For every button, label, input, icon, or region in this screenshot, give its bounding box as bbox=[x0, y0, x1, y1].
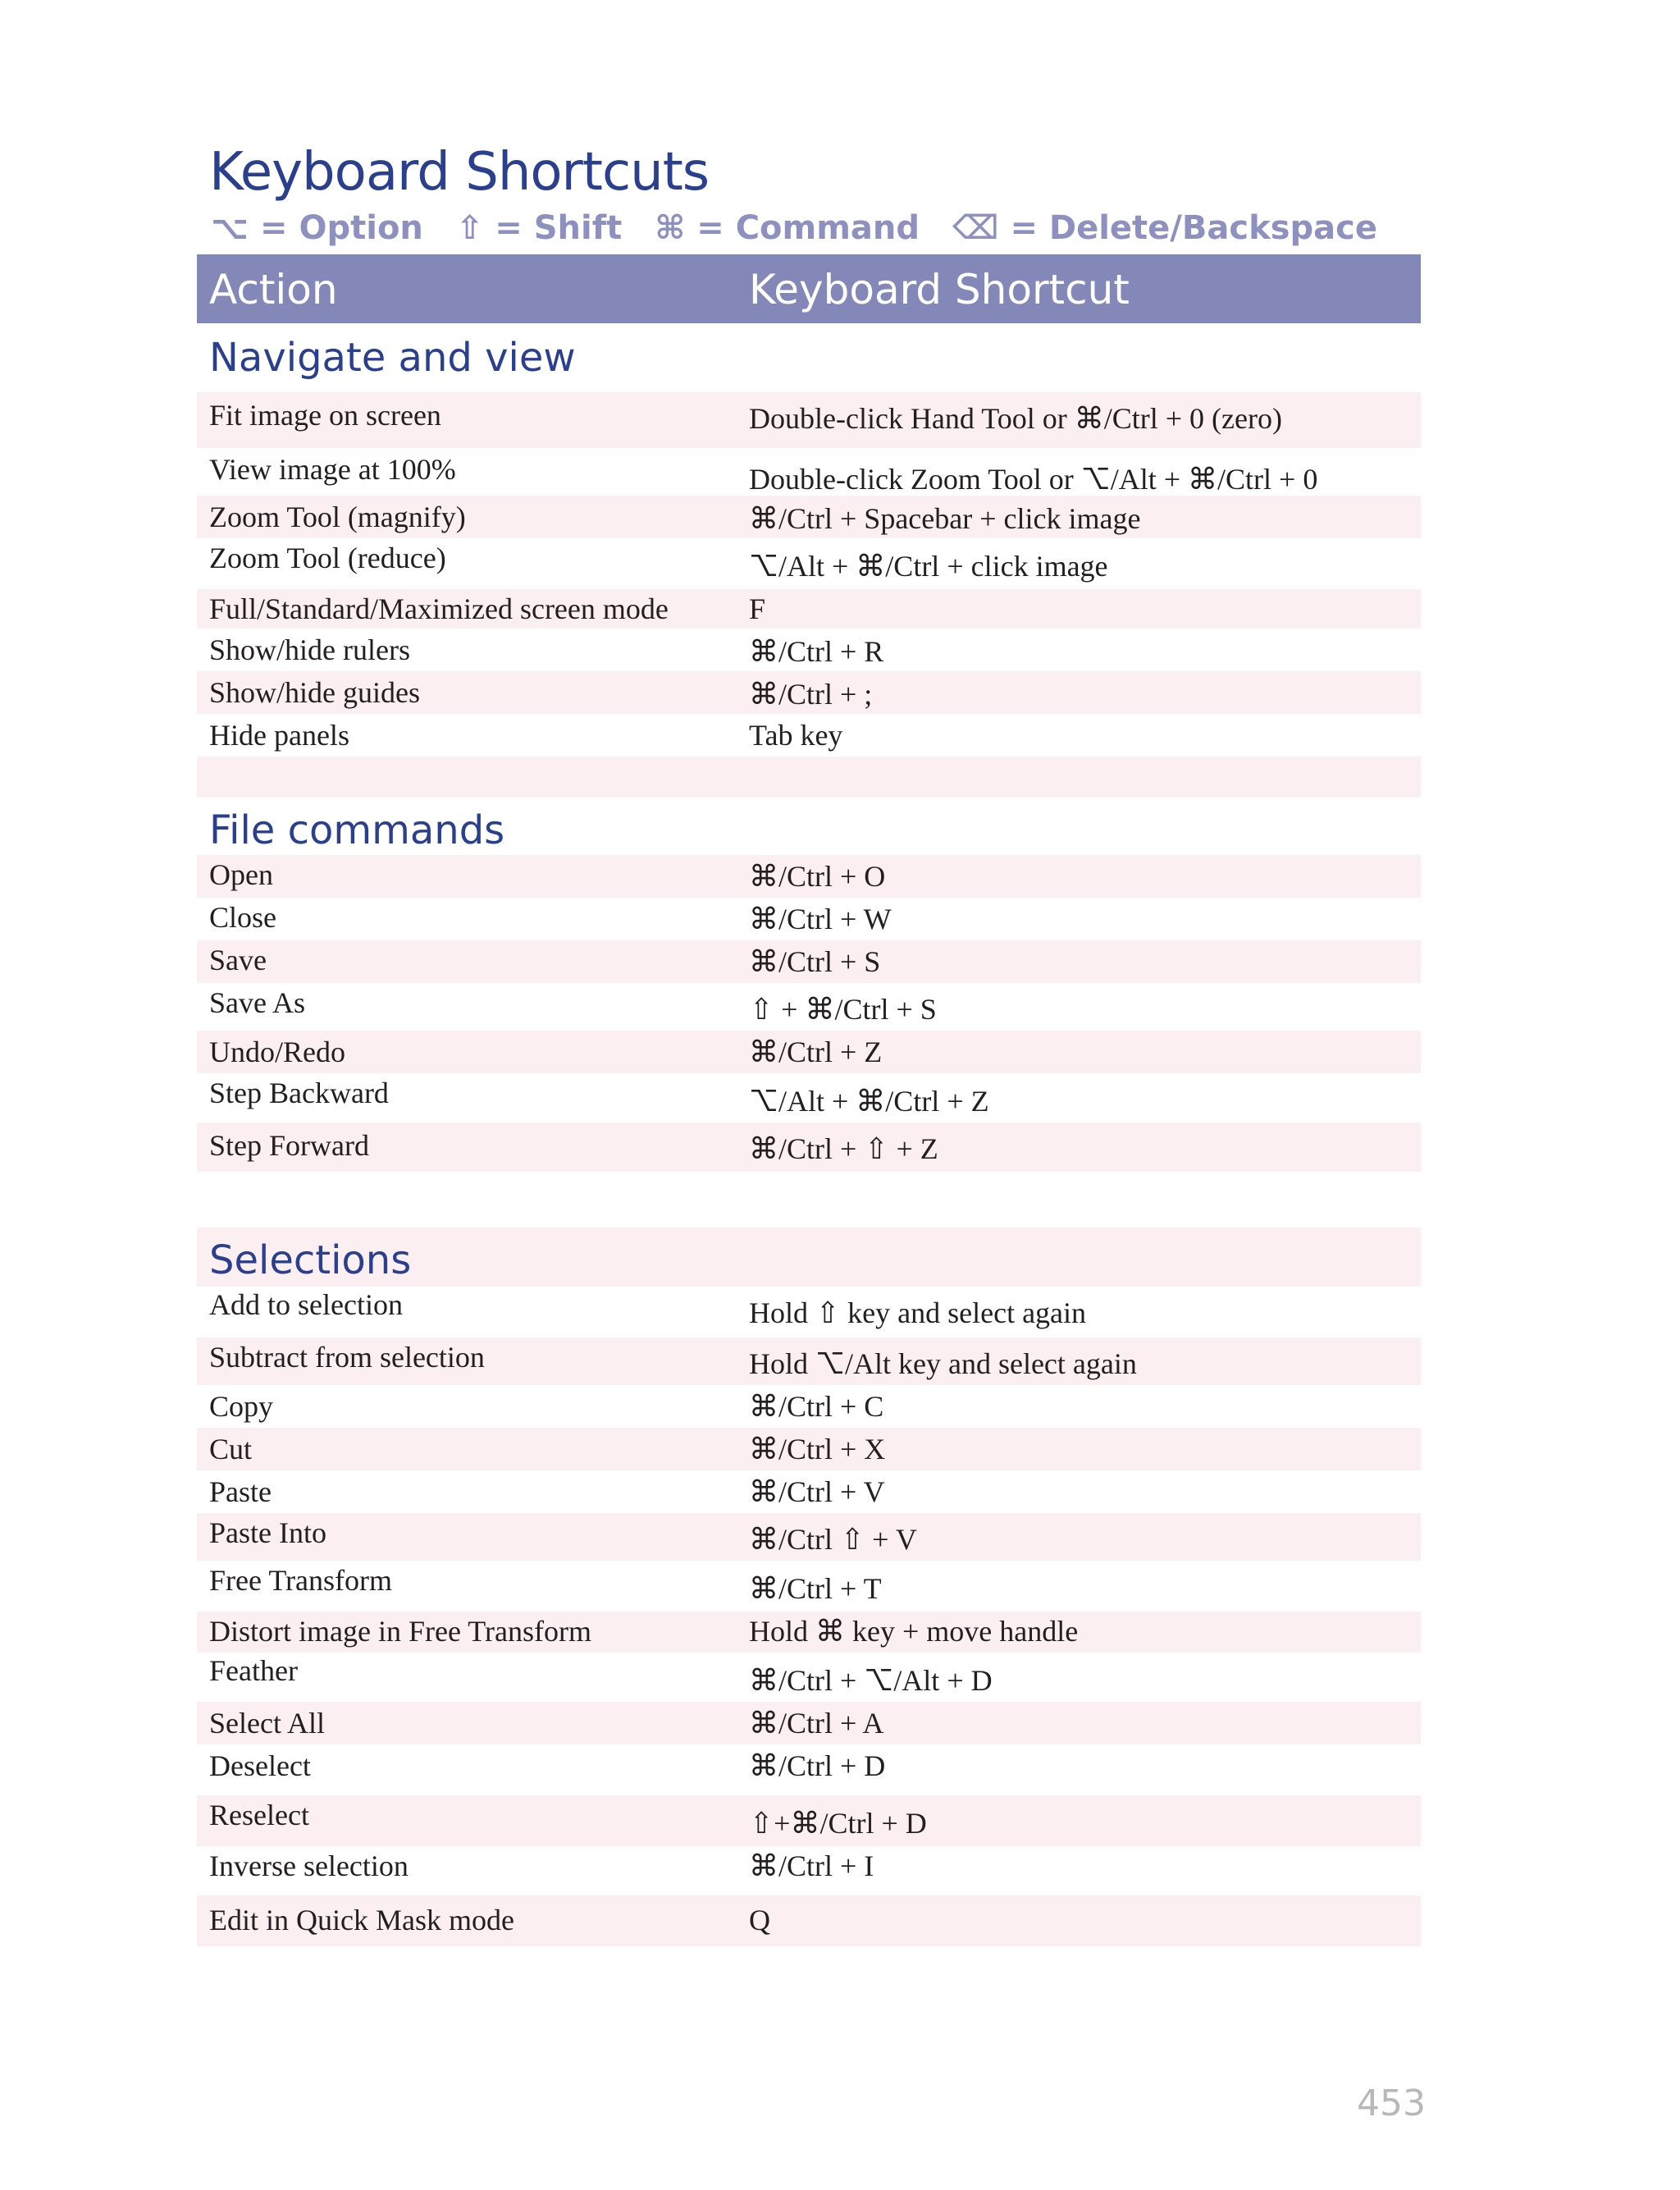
row-action: Subtract from selection bbox=[209, 1341, 485, 1374]
row-action: Reselect bbox=[209, 1799, 309, 1831]
table-row bbox=[197, 940, 1421, 983]
header-action: Action bbox=[209, 266, 338, 313]
legend-shift-label: = Shift bbox=[495, 209, 623, 247]
row-shortcut: ⇧ + ⌘/Ctrl + S bbox=[749, 993, 937, 1026]
section-title: File commands bbox=[209, 807, 505, 853]
table-row bbox=[197, 714, 1421, 757]
table-row bbox=[197, 1513, 1421, 1561]
table-row bbox=[197, 1428, 1421, 1470]
header-shortcut: Keyboard Shortcut bbox=[749, 266, 1130, 313]
row-shortcut: ⌥/Alt + ⌘/Ctrl + click image bbox=[749, 550, 1108, 583]
legend-option-label: = Option bbox=[260, 209, 423, 247]
delete-key-icon: ⌫ bbox=[952, 209, 999, 247]
row-action: Full/Standard/Maximized screen mode bbox=[209, 592, 669, 625]
row-shortcut: F bbox=[749, 592, 766, 625]
table-row bbox=[197, 1846, 1421, 1895]
legend-delete bbox=[952, 209, 1377, 247]
table-row bbox=[197, 1561, 1421, 1612]
row-action: Paste Into bbox=[209, 1516, 326, 1549]
row-shortcut: ⌘/Ctrl + I bbox=[749, 1849, 874, 1882]
row-action: Step Backward bbox=[209, 1077, 389, 1109]
shift-key-icon: ⇧ bbox=[455, 209, 484, 247]
row-shortcut: Double-click Zoom Tool or ⌥/Alt + ⌘/Ctrl + 0 bbox=[749, 463, 1318, 496]
section-title: Navigate and view bbox=[209, 335, 576, 381]
row-action: Inverse selection bbox=[209, 1849, 409, 1882]
spacer-row bbox=[197, 1172, 1421, 1228]
row-action: Step Forward bbox=[209, 1129, 369, 1162]
row-shortcut: ⌘/Ctrl + ⇧ + Z bbox=[749, 1132, 938, 1165]
row-shortcut: ⌘/Ctrl + S bbox=[749, 945, 881, 978]
row-action: Add to selection bbox=[209, 1288, 403, 1321]
row-action: Hide panels bbox=[209, 719, 349, 752]
row-action: Close bbox=[209, 901, 277, 934]
row-action: Show/hide guides bbox=[209, 676, 420, 709]
row-shortcut: ⌥/Alt + ⌘/Ctrl + Z bbox=[749, 1085, 989, 1118]
row-shortcut: ⌘/Ctrl + A bbox=[749, 1707, 884, 1740]
row-shortcut: ⌘/Ctrl + ⌥/Alt + D bbox=[749, 1664, 993, 1697]
table-row bbox=[197, 855, 1421, 898]
row-shortcut: ⌘/Ctrl + ; bbox=[749, 678, 873, 711]
table-row bbox=[197, 629, 1421, 671]
row-action: Fit image on screen bbox=[209, 399, 441, 432]
table-row bbox=[197, 1287, 1421, 1337]
row-action: Deselect bbox=[209, 1749, 311, 1782]
row-action: Zoom Tool (reduce) bbox=[209, 542, 446, 574]
row-shortcut: Hold ⇧ key and select again bbox=[749, 1296, 1087, 1329]
row-action: Undo/Redo bbox=[209, 1036, 345, 1068]
row-shortcut: ⌘/Ctrl + C bbox=[749, 1390, 884, 1423]
table-row bbox=[197, 1073, 1421, 1122]
row-shortcut: Tab key bbox=[749, 719, 843, 752]
table-row bbox=[197, 589, 1421, 629]
row-shortcut: ⌘/Ctrl + X bbox=[749, 1433, 886, 1465]
section-heading-file bbox=[197, 798, 1421, 855]
table-row bbox=[197, 983, 1421, 1031]
row-shortcut: Q bbox=[749, 1904, 770, 1936]
symbol-legend bbox=[211, 209, 1399, 247]
row-shortcut: ⌘/Ctrl + Spacebar + click image bbox=[749, 502, 1141, 535]
row-action: View image at 100% bbox=[209, 453, 456, 486]
table-row bbox=[197, 898, 1421, 940]
table-row bbox=[197, 671, 1421, 714]
row-shortcut: ⌘/Ctrl + T bbox=[749, 1572, 882, 1605]
legend-option bbox=[211, 209, 435, 247]
row-shortcut: ⌘/Ctrl + W bbox=[749, 903, 892, 935]
row-shortcut: ⌘/Ctrl + Z bbox=[749, 1036, 883, 1068]
table-row bbox=[197, 538, 1421, 589]
legend-delete-label: = Delete/Backspace bbox=[1010, 209, 1377, 247]
row-action: Open bbox=[209, 858, 273, 891]
table-row bbox=[197, 1702, 1421, 1744]
table-row bbox=[197, 1895, 1421, 1946]
row-action: Distort image in Free Transform bbox=[209, 1615, 591, 1648]
row-action: Save As bbox=[209, 986, 305, 1019]
row-shortcut: Hold ⌥/Alt key and select again bbox=[749, 1347, 1137, 1380]
legend-shift bbox=[456, 209, 633, 247]
table-row bbox=[197, 1744, 1421, 1795]
row-action: Free Transform bbox=[209, 1564, 392, 1597]
row-action: Save bbox=[209, 944, 267, 976]
row-shortcut: ⌘/Ctrl + D bbox=[749, 1749, 886, 1782]
page-number: 453 bbox=[1357, 2083, 1426, 2124]
table-row bbox=[197, 1612, 1421, 1653]
command-key-icon: ⌘ bbox=[655, 209, 686, 247]
row-action: Select All bbox=[209, 1707, 325, 1740]
row-action: Zoom Tool (magnify) bbox=[209, 501, 466, 533]
row-shortcut: ⌘/Ctrl + R bbox=[749, 635, 884, 668]
section-heading-selections bbox=[197, 1228, 1421, 1287]
legend-command bbox=[655, 209, 931, 247]
table-row bbox=[197, 392, 1421, 448]
row-action: Cut bbox=[209, 1433, 253, 1465]
row-shortcut: ⌘/Ctrl + V bbox=[749, 1475, 885, 1508]
table-row bbox=[197, 1031, 1421, 1073]
row-action: Paste bbox=[209, 1475, 272, 1508]
table-row bbox=[197, 448, 1421, 496]
table-row bbox=[197, 1385, 1421, 1428]
table-row bbox=[197, 1653, 1421, 1702]
table-header bbox=[197, 254, 1421, 323]
spacer-row bbox=[197, 757, 1421, 798]
row-action: Show/hide rulers bbox=[209, 633, 410, 666]
row-shortcut: Double-click Hand Tool or ⌘/Ctrl + 0 (zero) bbox=[749, 402, 1282, 435]
table-row bbox=[197, 1122, 1421, 1172]
table-row bbox=[197, 1337, 1421, 1385]
table-row bbox=[197, 1795, 1421, 1846]
section-heading-navigate bbox=[197, 323, 1421, 392]
row-shortcut: ⌘/Ctrl + O bbox=[749, 860, 886, 893]
row-shortcut: Hold ⌘ key + move handle bbox=[749, 1615, 1079, 1648]
legend-command-label: = Command bbox=[696, 209, 920, 247]
row-action: Feather bbox=[209, 1654, 298, 1687]
shortcuts-table bbox=[197, 254, 1421, 1946]
option-key-icon: ⌥ bbox=[211, 209, 249, 247]
row-action: Edit in Quick Mask mode bbox=[209, 1904, 514, 1936]
row-shortcut: ⌘/Ctrl ⇧ + V bbox=[749, 1523, 917, 1556]
table-row bbox=[197, 1470, 1421, 1513]
row-shortcut: ⇧+⌘/Ctrl + D bbox=[749, 1807, 927, 1840]
section-title: Selections bbox=[209, 1237, 412, 1283]
row-action: Copy bbox=[209, 1390, 274, 1423]
table-row bbox=[197, 496, 1421, 538]
page-title: Keyboard Shortcuts bbox=[209, 142, 710, 203]
